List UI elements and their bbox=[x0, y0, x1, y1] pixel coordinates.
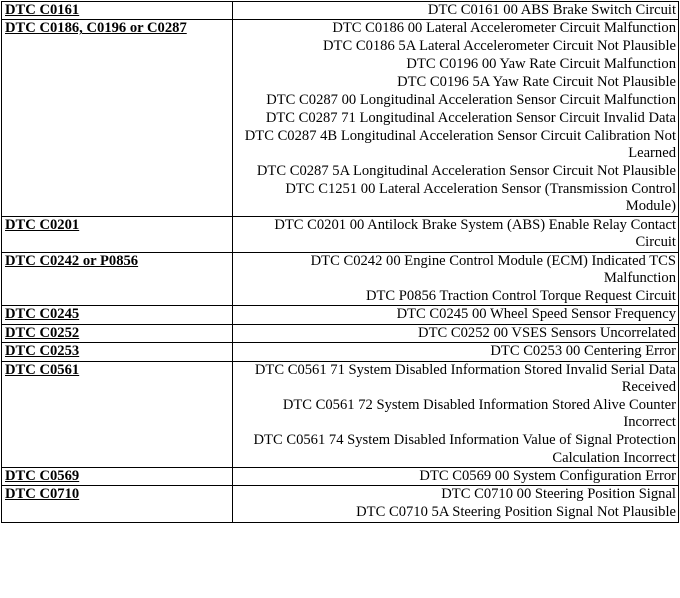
dtc-description: DTC C0161 00 ABS Brake Switch Circuit bbox=[427, 2, 676, 18]
dtc-description: DTC C0561 71 System Disabled Information Stored Invalid Serial Data Received bbox=[254, 361, 676, 396]
table-row bbox=[2, 324, 679, 342]
dtc-description: DTC C0245 00 Wheel Speed Sensor Frequency bbox=[396, 306, 676, 323]
dtc-description: DTC C0287 71 Longitudinal Acceleration Sensor Circuit Invalid Data bbox=[265, 109, 676, 126]
dtc-description-cell bbox=[233, 2, 679, 20]
dtc-code-cell: DTC C0561 bbox=[2, 361, 233, 467]
dtc-description: DTC C0186 5A Lateral Accelerometer Circuit Not Plausible bbox=[323, 38, 676, 55]
dtc-table bbox=[1, 1, 679, 523]
dtc-description-cell bbox=[233, 468, 679, 486]
dtc-description: DTC C0196 5A Yaw Rate Circuit Not Plausible bbox=[397, 74, 676, 91]
dtc-description: DTC C0287 4B Longitudinal Acceleration Sensor Circuit Calibration Not Learned bbox=[244, 127, 676, 162]
table-row bbox=[2, 343, 679, 361]
dtc-description-cell bbox=[233, 216, 679, 252]
dtc-description: DTC C0253 00 Centering Error bbox=[490, 343, 676, 360]
dtc-description: DTC C0196 00 Yaw Rate Circuit Malfunction bbox=[406, 56, 676, 73]
table-row bbox=[2, 468, 679, 486]
dtc-code-cell: DTC C0161 bbox=[2, 2, 233, 20]
dtc-description: DTC C0569 00 System Configuration Error bbox=[419, 468, 676, 485]
dtc-description-cell bbox=[233, 20, 679, 216]
table-row bbox=[2, 2, 679, 20]
dtc-description: DTC C1251 00 Lateral Acceleration Sensor (Transmission Control Module) bbox=[285, 181, 676, 215]
table-row bbox=[2, 20, 679, 216]
dtc-code-cell: DTC C0201 bbox=[2, 216, 233, 252]
dtc-description-cell bbox=[233, 324, 679, 342]
dtc-description: DTC C0287 5A Longitudinal Acceleration Sensor Circuit Not Plausible bbox=[256, 163, 676, 180]
dtc-description: DTC P0856 Traction Control Torque Request Circuit bbox=[365, 288, 676, 304]
dtc-description: DTC C0561 74 System Disabled Information Value of Signal Protection Calculation Incorrect bbox=[253, 432, 676, 466]
dtc-description-cell bbox=[233, 486, 679, 522]
dtc-description: DTC C0287 00 Longitudinal Acceleration Sensor Circuit Malfunction bbox=[266, 92, 676, 109]
dtc-code-cell: DTC C0252 bbox=[2, 324, 233, 342]
table-row bbox=[2, 361, 679, 467]
dtc-description: DTC C0186 00 Lateral Accelerometer Circuit Malfunction bbox=[332, 20, 676, 37]
dtc-description-cell bbox=[233, 361, 679, 467]
table-row bbox=[2, 216, 679, 252]
dtc-table-body bbox=[2, 2, 679, 523]
dtc-code-cell: DTC C0186, C0196 or C0287 bbox=[2, 20, 233, 216]
dtc-description-cell bbox=[233, 343, 679, 361]
dtc-description: DTC C0201 00 Antilock Brake System (ABS) Enable Relay Contact Circuit bbox=[274, 216, 676, 251]
dtc-code-cell: DTC C0253 bbox=[2, 343, 233, 361]
dtc-code-cell: DTC C0245 bbox=[2, 306, 233, 324]
dtc-description: DTC C0242 00 Engine Control Module (ECM) Indicated TCS Malfunction bbox=[310, 252, 676, 287]
dtc-description-cell bbox=[233, 306, 679, 324]
dtc-description: DTC C0561 72 System Disabled Information Stored Alive Counter Incorrect bbox=[282, 396, 676, 431]
dtc-code-cell: DTC C0710 bbox=[2, 486, 233, 522]
table-row bbox=[2, 306, 679, 324]
table-row bbox=[2, 486, 679, 522]
dtc-description: DTC C0710 00 Steering Position Signal bbox=[441, 486, 676, 503]
dtc-description: DTC C0252 00 VSES Sensors Uncorrelated bbox=[418, 324, 676, 341]
dtc-code-cell: DTC C0242 or P0856 bbox=[2, 252, 233, 306]
table-row bbox=[2, 252, 679, 306]
dtc-code-cell: DTC C0569 bbox=[2, 468, 233, 486]
dtc-description: DTC C0710 5A Steering Position Signal Not Plausible bbox=[356, 504, 676, 521]
dtc-description-cell bbox=[233, 252, 679, 306]
